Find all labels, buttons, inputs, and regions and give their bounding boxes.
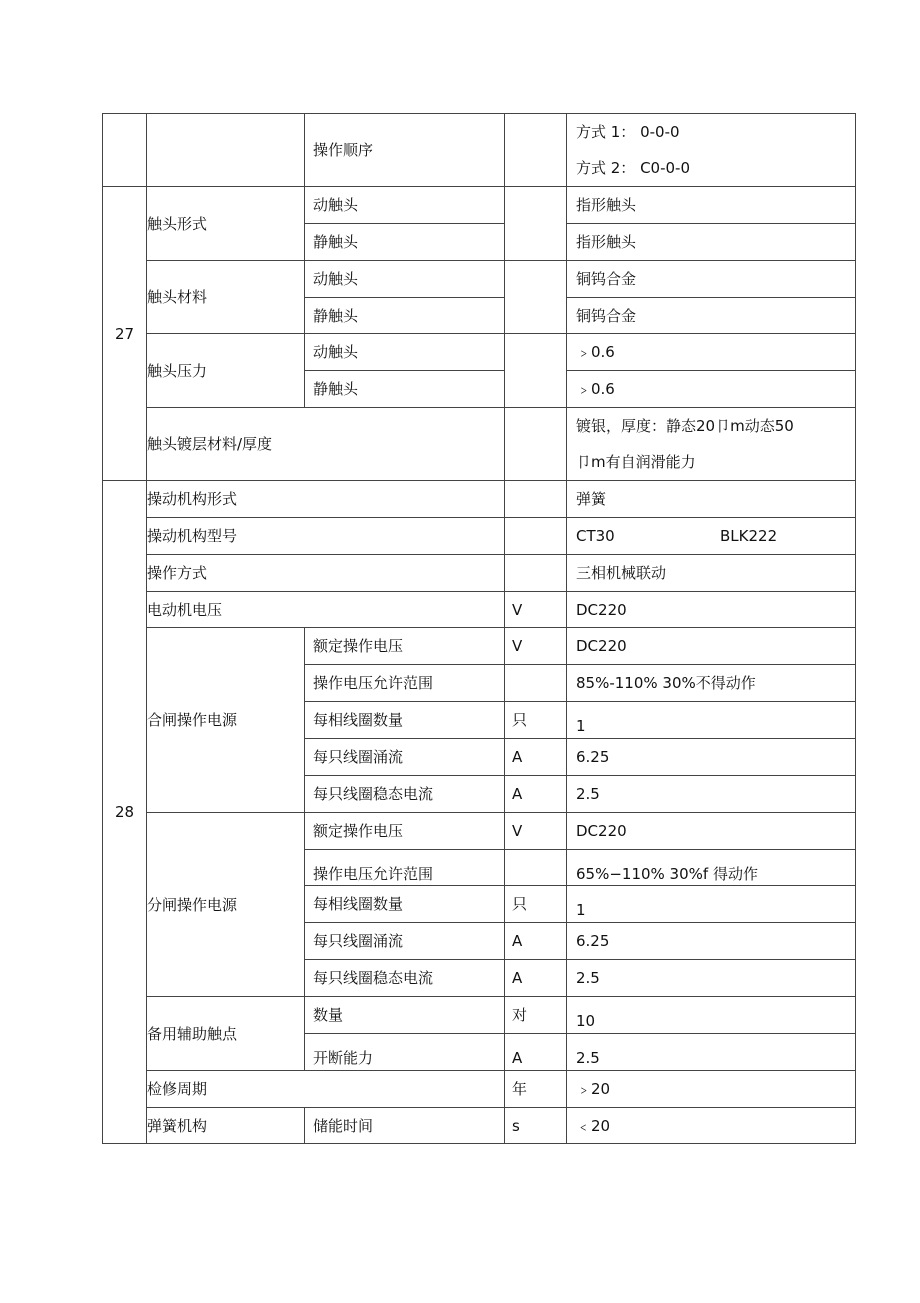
table-row (103, 628, 856, 665)
item-unit: 只 (505, 702, 567, 739)
moving-contact-label: 动触头 (305, 261, 505, 298)
item-label: 每只线圈涌流 (305, 923, 505, 960)
item-value: DC220 (567, 628, 856, 665)
item-unit: A (505, 960, 567, 997)
table-row (103, 114, 856, 187)
contact-pressure-label: 触头压力 (147, 334, 305, 408)
moving-contact-form-value: 指形触头 (567, 187, 856, 224)
aux-breaking-label-text: 开断能力 (313, 1049, 374, 1067)
item-label-text: 操作电压允许范围 (313, 864, 434, 883)
unit-cell (505, 481, 567, 518)
item-unit: V (505, 813, 567, 850)
table-row (103, 518, 856, 555)
item-value: 6.25 (567, 923, 856, 960)
table-row (103, 592, 856, 628)
aux-contacts-label: 备用辅助触点 (147, 997, 305, 1071)
item-value: 85%-110% 30%不得动作 (567, 665, 856, 702)
operating-sequence-label: 操作顺序 (305, 114, 505, 187)
aux-breaking-value-text: 2.5 (576, 1049, 600, 1067)
table-row (103, 261, 856, 298)
item-unit: A (505, 923, 567, 960)
moving-contact-pressure-value: ﹥0.6 (567, 334, 856, 371)
moving-contact-label: 动触头 (305, 334, 505, 371)
item-unit: V (505, 628, 567, 665)
plating-value-line-1: 镀银，厚度：静态20卩m动态50 (576, 417, 794, 435)
item-unit (505, 850, 567, 886)
moving-contact-label: 动触头 (305, 187, 505, 224)
contact-form-label: 触头形式 (147, 187, 305, 261)
unit-cell (505, 518, 567, 555)
aux-breaking-value (567, 1034, 856, 1071)
mechanism-form-label: 操动机构形式 (147, 481, 505, 518)
aux-qty-value (567, 997, 856, 1034)
item-unit: A (505, 776, 567, 813)
plating-value (567, 408, 856, 481)
maintenance-label: 检修周期 (147, 1071, 505, 1108)
table-row (103, 997, 856, 1034)
item-value: 2.5 (567, 960, 856, 997)
section-number-28: 28 (103, 481, 147, 1144)
aux-qty-unit: 对 (505, 997, 567, 1034)
item-label: 每相线圈数量 (305, 702, 505, 739)
item-unit: A (505, 739, 567, 776)
aux-breaking-label (305, 1034, 505, 1071)
table-row (103, 481, 856, 518)
item-label: 每只线圈稳态电流 (305, 776, 505, 813)
item-value-text: 1 (576, 901, 586, 919)
aux-breaking-unit (505, 1034, 567, 1071)
static-contact-label: 静触头 (305, 371, 505, 408)
charging-time-unit: s (505, 1108, 567, 1144)
item-label: 每只线圈涌流 (305, 739, 505, 776)
table-row (103, 555, 856, 592)
seq-no-cell (103, 114, 147, 187)
seq-label-cell (147, 114, 305, 187)
item-value-text: 1 (576, 717, 586, 735)
static-contact-label: 静触头 (305, 224, 505, 261)
item-value-text: 65%−110% 30%f 得动作 (576, 864, 758, 883)
sequence-mode-2: 方式 2： C0-0-0 (576, 159, 691, 177)
motor-voltage-value: DC220 (567, 592, 856, 628)
item-label (305, 850, 505, 886)
sequence-mode-1: 方式 1： 0-0-0 (576, 123, 680, 141)
item-value (567, 886, 856, 923)
item-value (567, 702, 856, 739)
item-label: 每只线圈稳态电流 (305, 960, 505, 997)
item-value: DC220 (567, 813, 856, 850)
operation-mode-value: 三相机械联动 (567, 555, 856, 592)
model-blk222: BLK222 (720, 527, 778, 545)
static-contact-pressure-value: ﹥0.6 (567, 371, 856, 408)
spec-table (102, 113, 856, 1144)
table-row (103, 813, 856, 850)
operation-mode-label: 操作方式 (147, 555, 505, 592)
aux-breaking-unit-text: A (512, 1049, 523, 1067)
plating-value-line-2: 卩m有自润滑能力 (576, 453, 696, 471)
item-unit: 只 (505, 886, 567, 923)
plating-label: 触头镀层材料/厚度 (147, 408, 505, 481)
mechanism-form-value: 弹簧 (567, 481, 856, 518)
table-row (103, 408, 856, 481)
table-row (103, 1071, 856, 1108)
unit-cell (505, 114, 567, 187)
static-contact-material-value: 铜钨合金 (567, 298, 856, 334)
aux-qty-label: 数量 (305, 997, 505, 1034)
moving-contact-material-value: 铜钨合金 (567, 261, 856, 298)
table-row (103, 187, 856, 224)
operating-sequence-value (567, 114, 856, 187)
aux-qty-value-text: 10 (576, 1012, 596, 1030)
charging-time-label: 储能时间 (305, 1108, 505, 1144)
table-row (103, 1108, 856, 1144)
maintenance-unit: 年 (505, 1071, 567, 1108)
unit-cell (505, 555, 567, 592)
motor-voltage-unit: V (505, 592, 567, 628)
mechanism-model-value (567, 518, 856, 555)
item-label: 操作电压允许范围 (305, 665, 505, 702)
unit-cell (505, 334, 567, 408)
opening-power-label: 分闸操作电源 (147, 813, 305, 997)
item-value: 2.5 (567, 776, 856, 813)
maintenance-value: ﹥20 (567, 1071, 856, 1108)
item-label: 额定操作电压 (305, 628, 505, 665)
table-row (103, 334, 856, 371)
unit-cell (505, 261, 567, 334)
section-number-27: 27 (103, 187, 147, 481)
motor-voltage-label: 电动机电压 (147, 592, 505, 628)
item-unit (505, 665, 567, 702)
charging-time-value: ﹤20 (567, 1108, 856, 1144)
item-label: 额定操作电压 (305, 813, 505, 850)
closing-power-label: 合闸操作电源 (147, 628, 305, 813)
item-value: 6.25 (567, 739, 856, 776)
static-contact-form-value: 指形触头 (567, 224, 856, 261)
unit-cell (505, 408, 567, 481)
item-value (567, 850, 856, 886)
unit-cell (505, 187, 567, 261)
model-ct30: CT30 (576, 527, 615, 545)
static-contact-label: 静触头 (305, 298, 505, 334)
spring-mechanism-label: 弹簧机构 (147, 1108, 305, 1144)
item-label: 每相线圈数量 (305, 886, 505, 923)
mechanism-model-label: 操动机构型号 (147, 518, 505, 555)
contact-material-label: 触头材料 (147, 261, 305, 334)
